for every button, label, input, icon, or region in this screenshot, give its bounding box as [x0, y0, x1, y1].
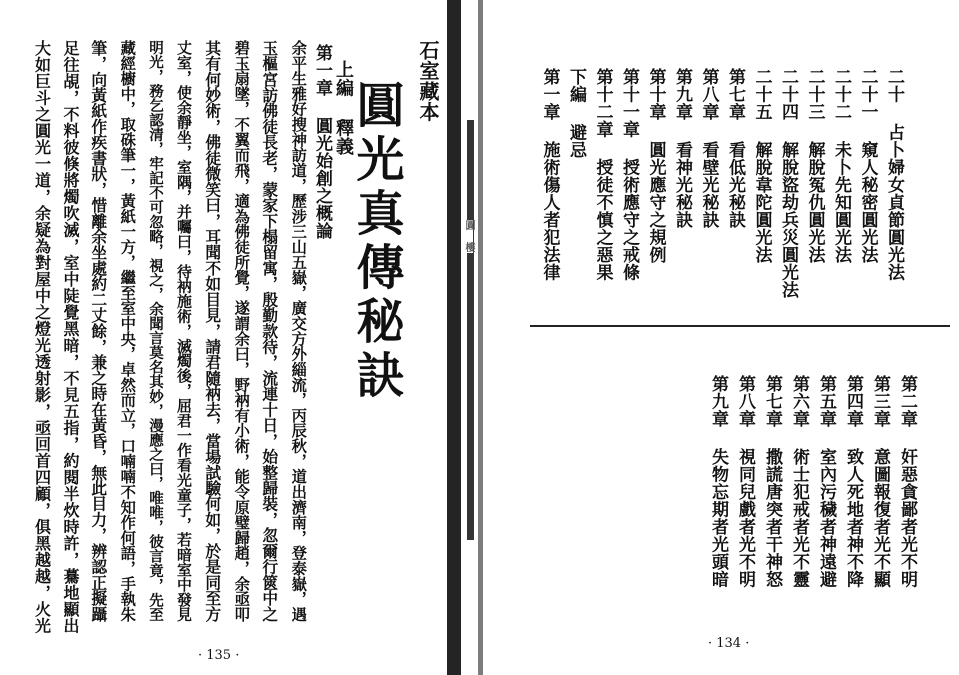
- toc-entry: 二十五 解脫韋陀圓光法: [751, 68, 772, 264]
- toc-entry: 第十章 圓光應守之規例: [645, 68, 666, 264]
- toc-entry: 第七章 看低光秘訣: [725, 68, 745, 229]
- toc-entry: 第九章 看神光秘訣: [672, 68, 692, 229]
- body-text-column: 筆，向黃紙作疾書狀，惜離余坐處約二丈餘，兼之時在黃昏，無此目力，辨認正擬躡: [89, 40, 109, 622]
- body-text-column: 藏經櫥中，取硃筆一，黃紙一方，繼至室中央，卓然而立，口喃喃不知作何語，手執朱: [118, 40, 137, 622]
- toc-entry: 第十一章 授術應守之戒條: [619, 68, 639, 281]
- toc-entry: 二十一 窺人秘密圓光法: [857, 68, 878, 264]
- toc-entry: 第一章 施術傷人者犯法律: [539, 68, 560, 281]
- toc-entry: 二十四 解脫盜劫兵災圓光法: [778, 68, 798, 299]
- toc-entry: 第八章 看壁光秘訣: [698, 68, 719, 229]
- body-text-column: 足往覘，不料彼倏將燭吹滅，室中陡覺黑暗，不見五指，約閱半炊時許，驀地顯出: [61, 40, 80, 634]
- chapter-heading: 第一章 圓光始創之概論: [312, 44, 332, 240]
- toc-entry: 第八章 視同兒戲者光不明: [735, 375, 755, 588]
- toc-entry: 第四章 致人死地者神不降: [843, 375, 863, 588]
- body-text-column: 明光，務乞認清，牢記不可忽略，視之，余聞言莫名其妙，漫應之曰，唯唯，彼言竟，先至: [147, 40, 165, 622]
- body-text-column: 玉樞宮訪佛徒長老，蒙家下榻留寓，殷勤款待，流連十日，始整歸裝，忽爾行篋中之: [260, 40, 280, 622]
- toc-entry: 第三章 意圖報復者光不顯: [870, 375, 890, 588]
- title-prefix: 石室藏本: [416, 40, 440, 122]
- toc-entry: 二十三 解脫冤仇圓光法: [804, 68, 825, 264]
- page-135: [0, 0, 445, 675]
- toc-entry: 第十二章 授徒不慎之惡果: [592, 68, 613, 281]
- toc-entry: 二十二 未卜先知圓光法: [831, 68, 851, 264]
- section-divider: [530, 325, 950, 327]
- part-heading: 上編 釋義: [333, 60, 354, 156]
- book-gutter: [445, 0, 490, 675]
- toc-entry: 第七章 撒謊唐突者干神怒: [762, 375, 782, 588]
- toc-entry: 第九章 失物忘期者光頭暗: [708, 375, 728, 588]
- page-number-135: · 135 ·: [198, 648, 240, 663]
- toc-entry: 第五章 室內污穢者神遠避: [816, 375, 836, 588]
- body-text-column: 大如巨斗之圓光一道，余疑為對屋中之燈光透射影，亟回首四顧，俱黑越越，火光: [32, 40, 52, 634]
- body-text-column: 其有何妙術，佛徒微笑曰，耳聞不如目見，請君隨衲去，當場試驗何如，於是同至方: [203, 40, 223, 622]
- page-number-134: · 134 ·: [708, 636, 750, 651]
- body-text-column: 丈室，使余靜坐，室隅，并囑曰，待衲施術，滅燭後，屈君一作看光童子，若暗室中發見: [174, 40, 193, 622]
- body-text-column: 碧玉扇墜，不翼而飛，適為佛徒所覺，遂謂余曰，野衲有小術，能令原璧歸趙，余亟叩: [232, 40, 251, 622]
- toc-entry: 二十 占卜婦女貞節圓光法: [884, 68, 904, 281]
- toc-entry: 第二章 奸惡貪鄙者光不明: [897, 375, 917, 588]
- toc-entry: 第六章 術士犯戒者光不靈: [789, 375, 809, 588]
- book-title: 圓光真傳秘訣: [348, 80, 404, 404]
- page-134: [490, 0, 959, 675]
- body-text-column: 余平生雅好搜神訪道，歷涉三山五嶽，廣交方外緇流，丙辰秋，道出濟南，登泰嶽，遇: [289, 40, 308, 622]
- gutter-mark: 圓 樓: [463, 220, 474, 253]
- toc-entry: 下編 避忌: [566, 68, 586, 159]
